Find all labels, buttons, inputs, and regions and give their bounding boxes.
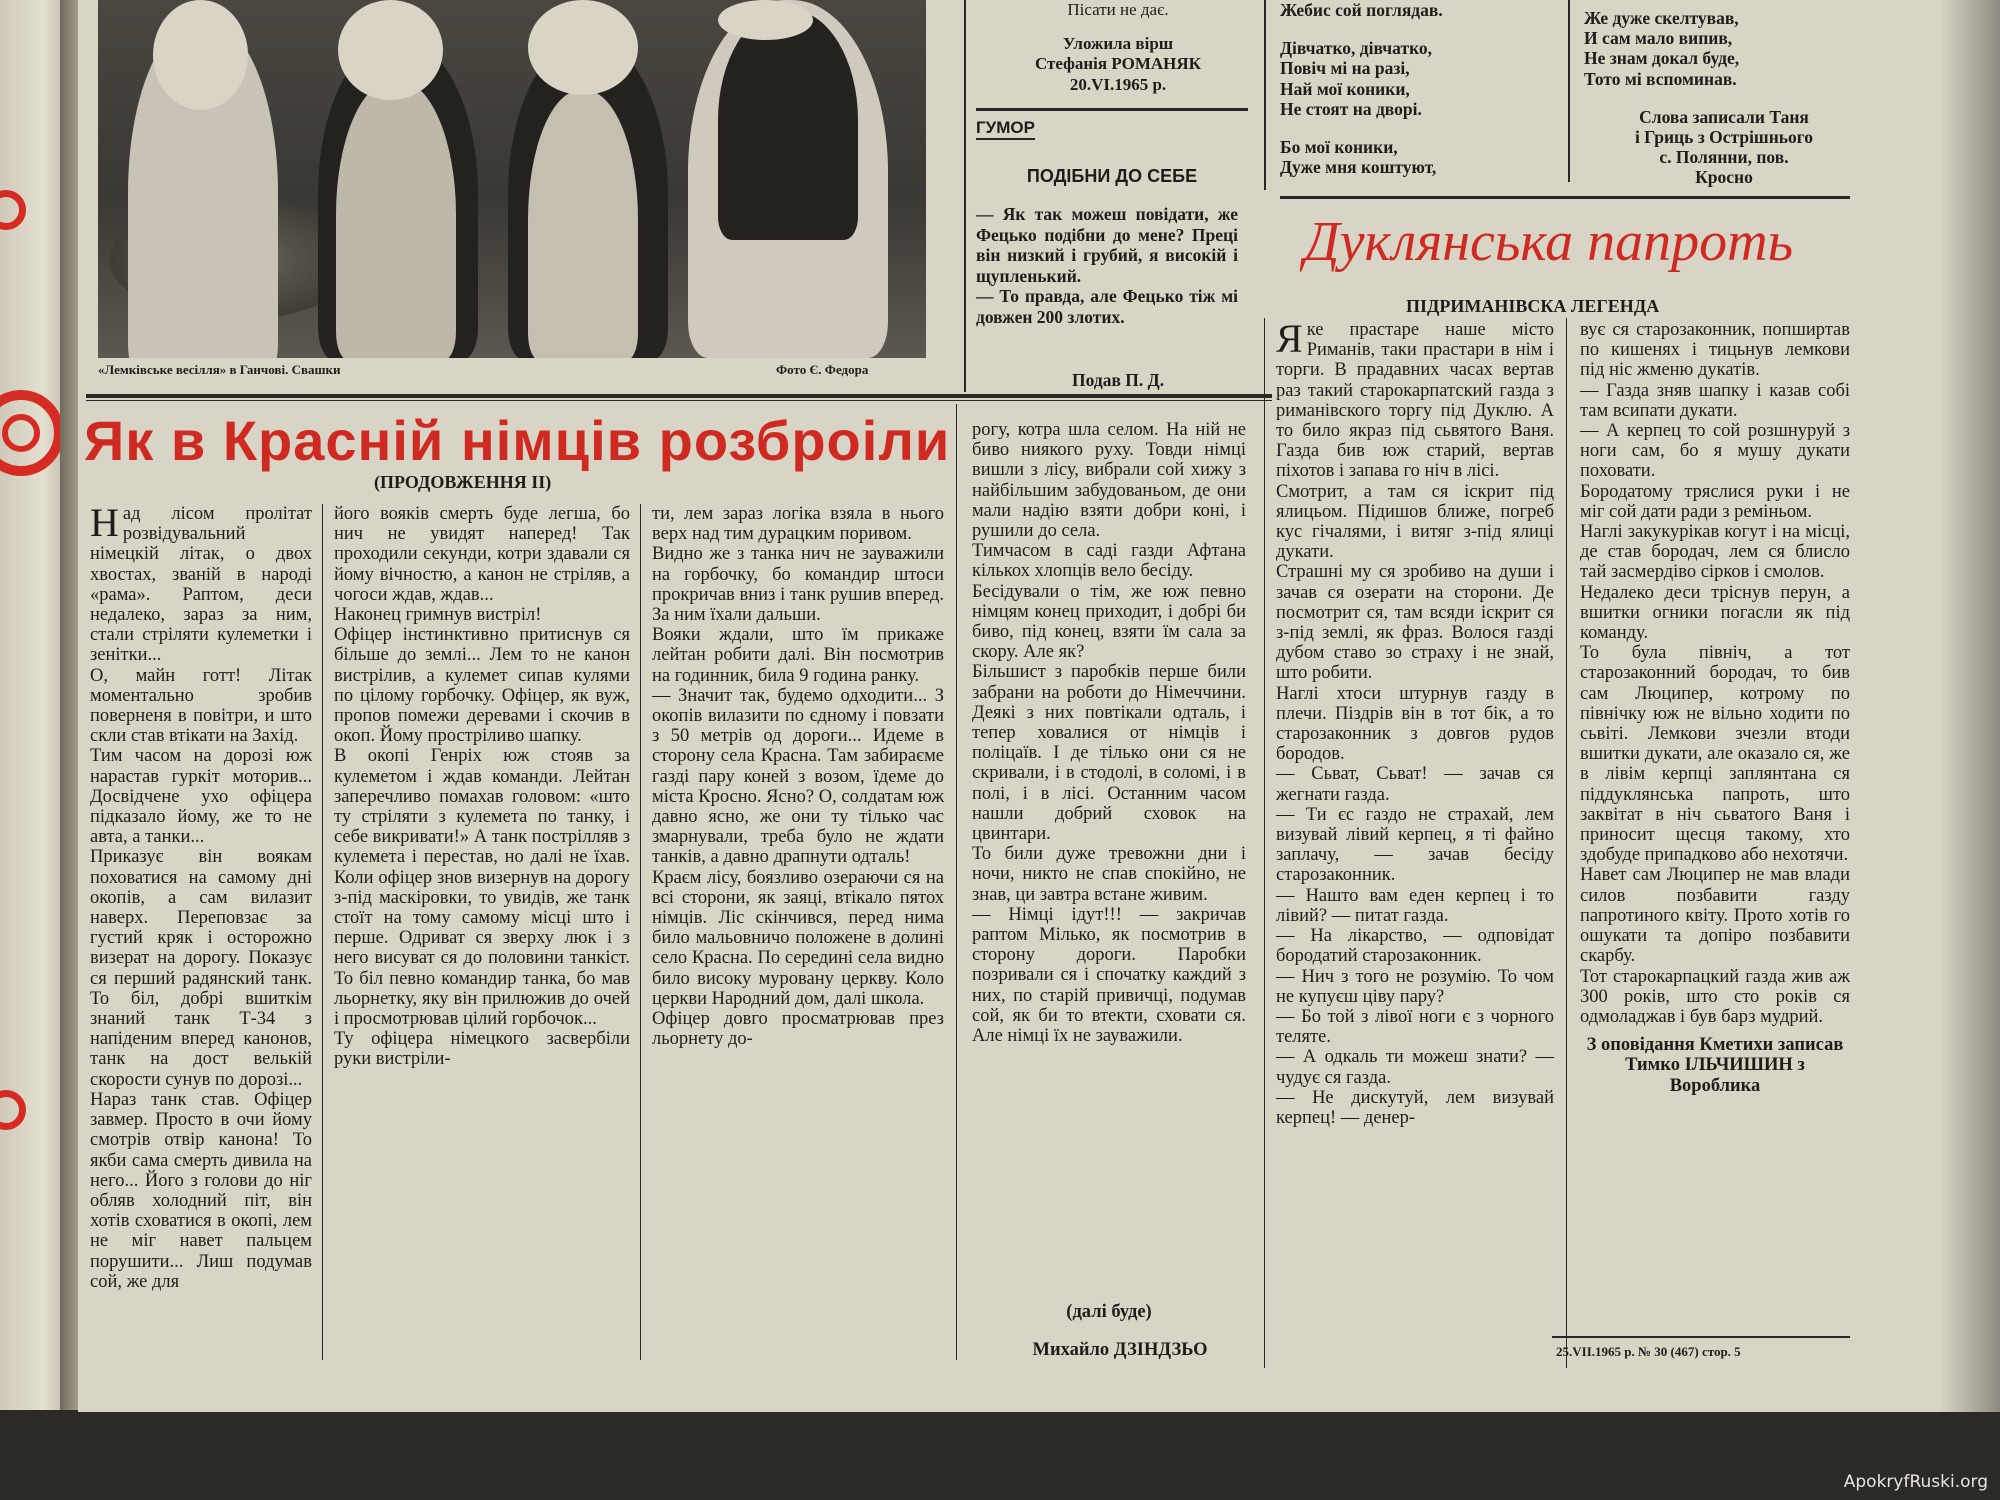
article-title: Як в Красній німців розброіли <box>84 409 951 472</box>
column-text: вує ся старозаконник, попширтав по кишенях і тицьнув лемкови під ніс жменю дукатів. — Газда зняв шапку і казав собі там всипати дукати. — А керпец то сой розшнуруй з ноги сам, бо я мушу дукати поховати. Бородатому тряслися руки і не міг сой дати ради з реміньом. Наглі закукурікав когут і на місці, де став бородач, лем ся блисло тай засмердіво сірков і смолов. Недалеко деси тріснув перун, а вшитки огники погасли як під команду. То була північ, а тот старозаконний бородач, то бив сам Люципер, котрому по північку юж не вільно ходити по сьвіті. Лемкови зчезли втоди вшитки дукати, але оказало ся, же в лівім керпці заплянтана ся піддуклянська папроть, што заквітат в ніч сьватого Ваня і приносит щесця такому, хто здобуде припадково або нехотячи. Навет сам Люципер не мав влади силов позбавити газду папротиного квіту. Прото хотів го ошукати та допіро позбавити скарбу. Тот старокарпацкий газда жив аж 300 років, што сто років ся одмоладжав і був барз мудрий. <box>1580 320 1850 1027</box>
photo-credit: Фото Є. Федора <box>776 362 869 377</box>
poem-block <box>1280 0 1550 177</box>
issue-footer: 25.VII.1965 р. № 30 (467) стор. 5 <box>1556 1344 1741 1359</box>
column-text: ке прастаре наше місто Риманів, таки прастари в нім і торги. В прадавних часах вертав раз такий старокарпатский газда з риманівского торгу під Дуклю. А то било якраз під сьвятого Ваня. Газда бив юж старий, вертав піхотов і запава го ніч в лісі. Смотрит, а там ся іскрит під ялицьом. Підишов ближе, погреб кус гічалями, і витяг з-під ялиці дукати. Страшні му ся зробиво на души і зачав ся озерати на сторони. Де посмотрит ся, там всяди іскрит ся з-під землі, як фраз. Волося газді дубом ставо зо страху і не знай, што робити. Наглі хтоси штурнув газду в плечи. Піздрів він в тот бік, а то старозаконник з довгов рудов бородов. — Сьват, Сьват! — зачав ся жегнати газда. — Ти єс газдо не страхай, лем визувай лівий керпец, я ті файно заплачу, — зачав бесіду старозаконник. — Нашто вам еден керпец і то лівий? — питат газда. — На лікарство, — одповідат бородатий старозаконник. — Нич з того не розумію. То чом не купуєш ціву пару? — Бо той з лівої ноги є з чорного теляте. — А одкаль ти можеш знати? — чудує ся газда. — Не дискутуй, лем визувай керпец! — денер- <box>1276 320 1554 1128</box>
humor-title: ПОДІБНИ ДО СЕБЕ <box>1026 166 1198 186</box>
humor-body: — Як так можеш повідати, же Фецько подібни до мене? Преці він низкий і грубий, я високій і щупленький. — То правда, але Фецько тіж мі довжен 200 злотих. <box>976 204 1238 327</box>
column-text: його вояків смерть буде легша, бо нич не увидят наперед! Так проходили секунди, котри здавали ся йому вічностю, а канон не стріляв, а чогоси ждав, ждав... Наконец гримнув вистріл! Офіцер інстинктивно притиснув ся більше до землі... Лем то не канон вистрілив, а кулемет сипав кулями по цілому горбочку. Офіцер, як вуж, пропов помежи деревами і скочив в окоп. Йому простріливо шапку. В окопі Генріх юж стояв за кулеметом і ждав команди. Лейтан заперечливо помахав головом: «што ту стріляти з кулемета по танку, і себе викривати!» А танк пострілляв з кулемета і перестав, но далі не їхав. Коли офіцер знов визернув на дорогу з-під маскіровки, то увидів, же танк стоїт на тому самому місці што і перше. Одриват ся зверху люк і з него висуват ся до половини танкіст. То біл певно командир танка, бо мав льорнетку, яку він прилюжив до очей і просмотрював цілий горбочок... Ту офіцера німецкого засвербіли руки вистріли- <box>334 504 630 1070</box>
poem-stanza: Дівчатко, дівчатко, Повіч мі на разі, Най мої коники, Не стоят на дворі. <box>1280 38 1433 119</box>
to-be-continued: (далі буде) <box>1066 1302 1152 1322</box>
article-column <box>1580 320 1850 1096</box>
watermark: ApokryfRuski.org <box>1843 1472 1988 1492</box>
poem-lines: Же дуже скелтував, И сам мало випив, Не знам докал буде, Тото мі вспоминав. <box>1584 8 1740 89</box>
article-author: Тимко ІЛЬЧИШИН з Вороблика <box>1625 1055 1805 1096</box>
poem-line: Пісати не дає. <box>1067 0 1169 19</box>
drop-cap: Я <box>1276 316 1303 361</box>
column-text: ти, лем зараз логіка взяла в нього верх над тим дурацким поривом. Видно же з танка нич не зауважили на горбочку, бо командир штоси прокричав вниз і танк рушив вперед. За ним їхали дальши. Вояки ждали, што їм прикаже лейтан робити далі. Він посмотрив на годинник, била 9 година ранку. — Значит так, будемо одходити... З окопів вилазити по єдному і повзати з 50 метрів од дороги... Идеме в сторону села Красна. Там забираєме газді пару коней з возом, їдеме до міста Кросно. Ясно? О, солдатам юж давно ясно, же они ту тілько час змарнували, треба було не ждати танків, а давно драпнути одталь! Краєм лісу, боязливо озераючи ся на всі сторони, як заяці, втікало пятох німців. Ліс скінчився, перед нима било мальовничо положене в долині село Красна. По середині села видно било високу муровану церкву. Коло церкви Народний дом, далі школа. Офіцер довго просматрював през льорнету до- <box>652 504 944 1050</box>
photo-caption: «Лемківське весілля» в Ганчові. Свашки <box>98 362 341 377</box>
article-column <box>652 504 944 1049</box>
article-column <box>90 500 312 1292</box>
article-subtitle: (ПРОДОВЖЕННЯ II) <box>374 472 552 492</box>
binding-edge <box>60 0 78 1410</box>
humor-author: Подав П. Д. <box>1072 370 1165 390</box>
article-author: Михайло ДЗІНДЗЬО <box>1032 1340 1208 1360</box>
poem-line: Жебис сой поглядав. <box>1280 0 1443 20</box>
poem-signature: Уложила вірш Стефанія РОМАНЯК 20.VI.1965 р. <box>1034 34 1202 94</box>
article-title: Дуклянська папроть <box>1304 211 1794 273</box>
column-text: рогу, котра шла селом. На ній не биво ниякого руху. Товди німці вишли з лісу, вибрали сой хижу з найбільшим забудованьом, де они мали надію взяти добри коні, і рушили до села. Тимчасом в саді газди Афтана кількох хлопців вело бесіду. Бесідували о тім, же юж певно німцям конец приходит, і добрі би биво, під конец, взяти їм сала за скору. Але як? Більшист з паробків перше били забрани на роботи до Німеччини. Деякі з них повтікали одталь, і тепер ховалися от німців і поліцаїв. І де тілько они ся не скривали, і в стодолі, в соломі, і в полі, і в лісі. Останним часом нашли добрий сховок на цвинтари. То били дуже тревожни дни і ночи, никто не спав спокійно, не знав, ци завтра встане живим. — Німці ідут!!! — закричав раптом Мілько, як посмотрив в сторону дороги. Паробки позривали ся і спочатку каждий з них, по старій привичці, подумав сой, як би то втекти, сховати ся. Але німці їх не зауважили. <box>972 420 1246 1047</box>
article-column <box>334 504 630 1070</box>
drop-cap: Н <box>90 500 119 545</box>
humor-text <box>976 204 1238 327</box>
article-column <box>1276 316 1554 1128</box>
article-source: З оповідання Кметихи записав <box>1586 1035 1844 1056</box>
rubric-label: ГУМОР <box>976 118 1035 140</box>
column-text: ад лісом пролітат розвідувальний німецкій літак, о двох хвостах, званій в народі «рама». Раптом, деси недалеко, зараз за ним, стали стріляти кулеметки і зенітки... О, майн готт! Літак моментально зробив поверненя в повітри, и што скли став втікати на Захід. Тим часом на дорозі юж нарастав гуркіт моторив... Досвідчене ухо офіцера підказало йому, же то не авта, а танки... Приказує він воякам поховатися на самому дні окопів, а сам вилазит наверх. Переповзає за густий кряк і осторожно визерат на дорогу. Показує ся перший радянский танк. То біл, добрі вшиткім знаний танк Т-34 з напіденим вперед канонов, танк на дост велькій скорости сунув по дорозі... Нараз танк став. Офіцер завмер. Просто в очи йому смотрів отвір канона! То якби сама смерть дивила на него... Його з голови до ніг обляв холодний піт, він хотів сховатися в окопі, лем не міг навет пальцем порушити... Лиш подумав сой, же для <box>90 504 312 1292</box>
article-column <box>972 420 1246 1046</box>
poem-source: Слова записали Таня і Гриць з Острішнього с. Полянни, пов. Кросно <box>1634 106 1814 188</box>
poem-stanza: Бо мої коники, Дуже мня коштуют, <box>1280 137 1437 178</box>
poem-block <box>982 0 1254 95</box>
wedding-photo <box>98 0 926 358</box>
article-subtitle: ПІДРИМАНІВСКА ЛЕГЕНДА <box>1406 296 1660 316</box>
poem-block <box>1584 8 1864 188</box>
